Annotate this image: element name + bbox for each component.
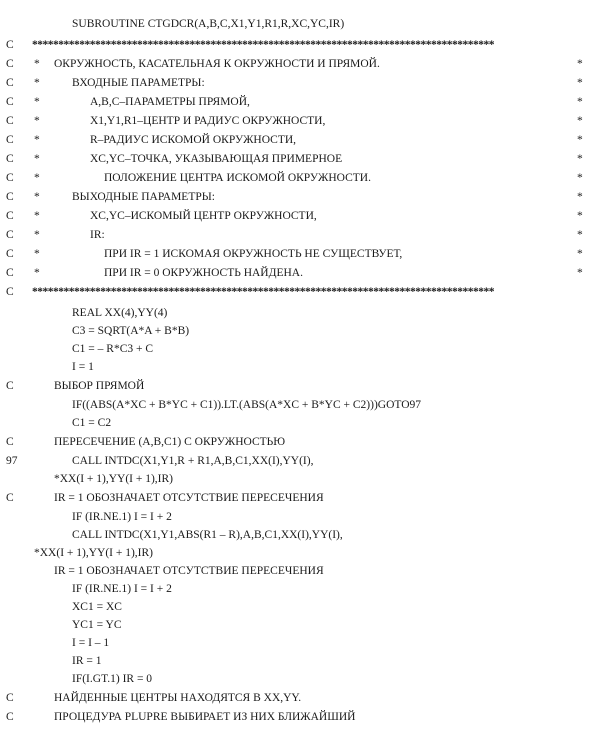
box-text: ПРИ IR = 1 ИСКОМАЯ ОКРУЖНОСТЬ НЕ СУЩЕСТВУЕТ, xyxy=(104,248,403,260)
code-text: XC1 = XC xyxy=(72,601,122,613)
comment-line xyxy=(0,377,600,395)
code-text: CALL INTDC(X1,Y1,ABS(R1 – R),A,B,C1,XX(I),YY(I), xyxy=(72,529,343,541)
box-line: C * ПОЛОЖЕНИЕ ЦЕНТРА ИСКОМОЙ ОКРУЖНОСТИ. * xyxy=(0,169,600,187)
box-line: C * X1,Y1,R1–ЦЕНТР И РАДИУС ОКРУЖНОСТИ, * xyxy=(0,112,600,130)
box-line: C * XC,YC–ТОЧКА, УКАЗЫВАЮЩАЯ ПРИМЕРНОЕ * xyxy=(0,150,600,168)
box-line: C * A,B,C–ПАРАМЕТРЫ ПРЯМОЙ, * xyxy=(0,93,600,111)
box-text: ПРИ IR = 0 ОКРУЖНОСТЬ НАЙДЕНА. xyxy=(104,267,303,279)
continuation-line xyxy=(0,470,600,488)
star-border: **************************************************************************************** xyxy=(32,39,494,51)
comment-marker: C xyxy=(6,172,14,184)
comment-text: ВЫБОР ПРЯМОЙ xyxy=(54,380,145,392)
comment-line xyxy=(0,689,600,707)
code-line xyxy=(0,396,600,414)
comment-marker: C xyxy=(6,210,14,222)
code-line xyxy=(0,358,600,376)
code-line xyxy=(0,340,600,358)
comment-marker: C xyxy=(6,115,14,127)
box-text: ВЫХОДНЫЕ ПАРАМЕТРЫ: xyxy=(72,191,215,203)
code-text: IF (IR.NE.1) I = I + 2 xyxy=(72,511,172,523)
comment-marker: C xyxy=(6,492,14,504)
comment-text: ПРОЦЕДУРА PLUPRE ВЫБИРАЕТ ИЗ НИХ БЛИЖАЙШИЙ xyxy=(54,711,356,723)
code-text: C1 = – R*C3 + C xyxy=(72,343,154,355)
subroutine-line xyxy=(0,15,600,33)
code-line xyxy=(0,562,600,580)
statement-label: 97 xyxy=(6,455,18,467)
subroutine-statement: SUBROUTINE CTGDCR(A,B,C,X1,Y1,R1,R,XC,YC,IR) xyxy=(72,18,345,30)
box-text: ОКРУЖНОСТЬ, КАСАТЕЛЬНАЯ К ОКРУЖНОСТИ И ПРЯМОЙ. xyxy=(54,58,380,70)
code-line xyxy=(0,452,600,470)
comment-marker: C xyxy=(6,267,14,279)
code-text: IR = 1 xyxy=(72,655,102,667)
box-line: C * R–РАДИУС ИСКОМОЙ ОКРУЖНОСТИ, * xyxy=(0,131,600,149)
comment-text: НАЙДЕННЫЕ ЦЕНТРЫ НАХОДЯТСЯ В XX,YY. xyxy=(54,692,302,704)
code-line xyxy=(0,322,600,340)
code-line xyxy=(0,304,600,322)
comment-marker: C xyxy=(6,436,14,448)
code-line xyxy=(0,580,600,598)
box-line: C * ОКРУЖНОСТЬ, КАСАТЕЛЬНАЯ К ОКРУЖНОСТИ И ПРЯМОЙ. * xyxy=(0,55,600,73)
box-text: XC,YC–ИСКОМЫЙ ЦЕНТР ОКРУЖНОСТИ, xyxy=(90,210,317,222)
code-text: IF((ABS(A*XC + B*YC + C1)).LT.(ABS(A*XC + B*YC + C2)))GOTO97 xyxy=(72,399,422,411)
code-text: C1 = C2 xyxy=(72,417,112,429)
comment-border-top xyxy=(0,36,600,54)
star-border: **************************************************************************************** xyxy=(32,286,494,298)
comment-marker: C xyxy=(6,58,14,70)
box-line: C * IR: * xyxy=(0,226,600,244)
box-text: A,B,C–ПАРАМЕТРЫ ПРЯМОЙ, xyxy=(90,96,250,108)
box-text: XC,YC–ТОЧКА, УКАЗЫВАЮЩАЯ ПРИМЕРНОЕ xyxy=(90,153,343,165)
comment-marker: C xyxy=(6,286,14,298)
code-line xyxy=(0,652,600,670)
code-line xyxy=(0,670,600,688)
comment-marker: C xyxy=(6,229,14,241)
code-text: YC1 = YC xyxy=(72,619,122,631)
box-line: C * ПРИ IR = 0 ОКРУЖНОСТЬ НАЙДЕНА. * xyxy=(0,264,600,282)
comment-line xyxy=(0,708,600,726)
code-text: IF (IR.NE.1) I = I + 2 xyxy=(72,583,172,595)
code-line xyxy=(0,508,600,526)
comment-marker: C xyxy=(6,96,14,108)
box-text: X1,Y1,R1–ЦЕНТР И РАДИУС ОКРУЖНОСТИ, xyxy=(90,115,326,127)
comment-marker: C xyxy=(6,153,14,165)
comment-marker: C xyxy=(6,692,14,704)
comment-line xyxy=(0,489,600,507)
code-line xyxy=(0,616,600,634)
comment-border-bottom xyxy=(0,283,600,301)
comment-line xyxy=(0,433,600,451)
code-line xyxy=(0,598,600,616)
comment-marker: C xyxy=(6,711,14,723)
code-text: C3 = SQRT(A*A + B*B) xyxy=(72,325,190,337)
box-line: C * ПРИ IR = 1 ИСКОМАЯ ОКРУЖНОСТЬ НЕ СУЩЕСТВУЕТ, * xyxy=(0,245,600,263)
code-text: I = 1 xyxy=(72,361,94,373)
comment-marker: C xyxy=(6,77,14,89)
code-line xyxy=(0,526,600,544)
box-line: C * ВЫХОДНЫЕ ПАРАМЕТРЫ: * xyxy=(0,188,600,206)
code-text: *XX(I + 1),YY(I + 1),IR) xyxy=(54,473,173,485)
comment-marker: C xyxy=(6,134,14,146)
box-text: IR: xyxy=(90,229,105,241)
comment-marker: C xyxy=(6,380,14,392)
box-line: C * ВХОДНЫЕ ПАРАМЕТРЫ: * xyxy=(0,74,600,92)
code-line xyxy=(0,634,600,652)
code-text: *XX(I + 1),YY(I + 1),IR) xyxy=(34,547,153,559)
code-text: IF(I.GT.1) IR = 0 xyxy=(72,673,153,685)
box-text: ВХОДНЫЕ ПАРАМЕТРЫ: xyxy=(72,77,205,89)
comment-marker: C xyxy=(6,248,14,260)
comment-marker: C xyxy=(6,191,14,203)
comment-text: ПЕРЕСЕЧЕНИЕ (A,B,C1) С ОКРУЖНОСТЬЮ xyxy=(54,436,286,448)
code-text: CALL INTDC(X1,Y1,R + R1,A,B,C1,XX(I),YY(I), xyxy=(72,455,314,467)
comment-marker: C xyxy=(6,39,14,51)
code-text: REAL XX(4),YY(4) xyxy=(72,307,168,319)
comment-text: IR = 1 ОБОЗНАЧАЕТ ОТСУТСТВИЕ ПЕРЕСЕЧЕНИЯ xyxy=(54,492,324,504)
continuation-line xyxy=(0,544,600,562)
box-line: C * XC,YC–ИСКОМЫЙ ЦЕНТР ОКРУЖНОСТИ, * xyxy=(0,207,600,225)
code-text: I = I – 1 xyxy=(72,637,110,649)
box-text: ПОЛОЖЕНИЕ ЦЕНТРА ИСКОМОЙ ОКРУЖНОСТИ. xyxy=(104,172,371,184)
box-text: R–РАДИУС ИСКОМОЙ ОКРУЖНОСТИ, xyxy=(90,134,297,146)
code-text: IR = 1 ОБОЗНАЧАЕТ ОТСУТСТВИЕ ПЕРЕСЕЧЕНИЯ xyxy=(54,565,324,577)
code-line xyxy=(0,414,600,432)
